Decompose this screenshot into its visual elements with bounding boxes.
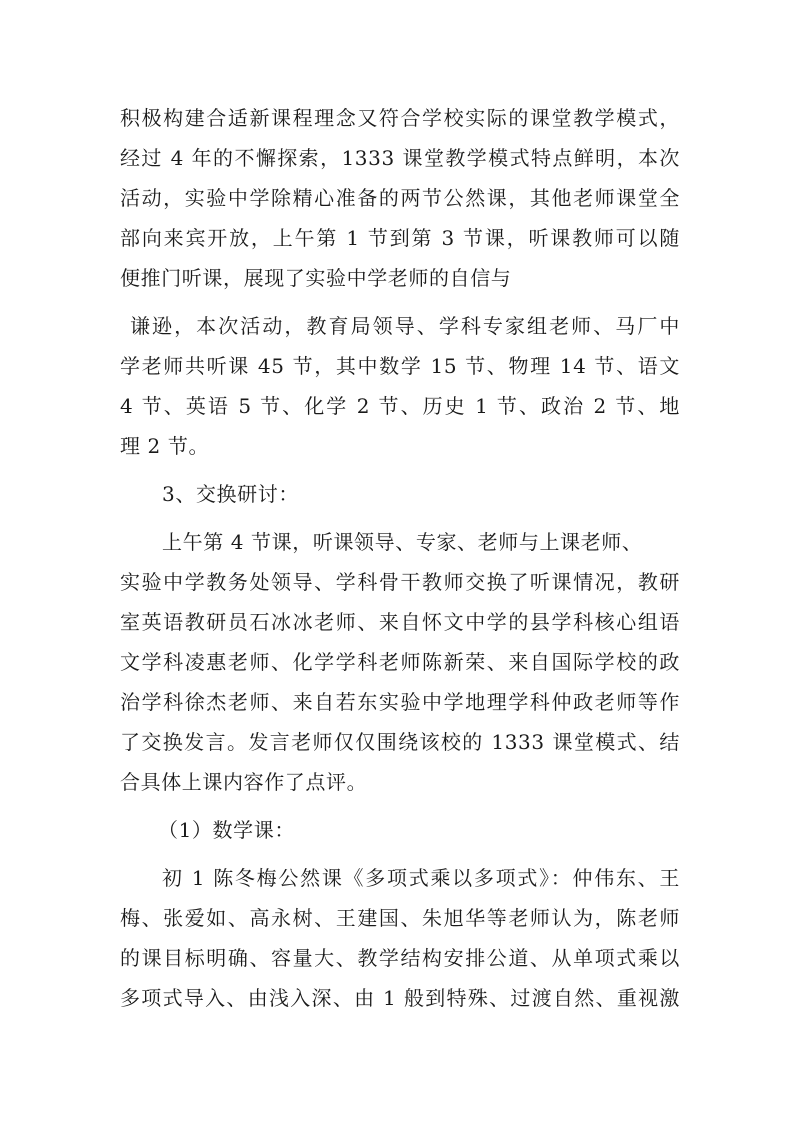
paragraph-line-8: 4 节、英语 5 节、化学 2 节、历史 1 节、政治 2 节、地 (120, 394, 680, 418)
paragraph-line-14: 文学科凌惠老师、化学学科老师陈新荣、来自国际学校的政 (120, 650, 680, 674)
section-heading-math: （1）数学课： (158, 818, 295, 842)
paragraph-line-15: 治学科徐杰老师、来自若东实验中学地理学科仲政老师等作 (120, 690, 680, 714)
paragraph-line-16: 了交换发言。发言老师仅仅围绕该校的 1333 课堂模式、结 (120, 730, 680, 754)
section-heading-exchange: 3、交换研讨： (162, 482, 299, 506)
paragraph-line-21: 的课目标明确、容量大、教学结构安排公道、从单项式乘以 (120, 946, 680, 970)
paragraph-line-5: 便推门听课，展现了实验中学老师的自信与 (120, 266, 512, 290)
paragraph-line-2: 经过 4 年的不懈探索，1333 课堂教学模式特点鲜明，本次 (120, 146, 680, 170)
paragraph-line-9: 理 2 节。 (120, 434, 210, 458)
paragraph-line-11: 上午第 4 节课，听课领导、专家、老师与上课老师、 (162, 530, 643, 554)
paragraph-line-19: 初 1 陈冬梅公然课《多项式乘以多项式》：仲伟东、王 (162, 866, 680, 890)
paragraph-line-13: 室英语教研员石冰冰老师、来自怀文中学的县学科核心组语 (120, 610, 680, 634)
paragraph-line-4: 部向来宾开放，上午第 1 节到第 3 节课，听课教师可以随 (120, 226, 680, 250)
paragraph-line-22: 多项式导入、由浅入深、由 1 般到特殊、过渡自然、重视激 (120, 986, 680, 1010)
paragraph-line-7: 学老师共听课 45 节，其中数学 15 节、物理 14 节、语文 (120, 354, 680, 378)
paragraph-line-3: 活动，实验中学除精心准备的两节公然课，其他老师课堂全 (120, 186, 680, 210)
paragraph-line-6: 谦逊，本次活动，教育局领导、学科专家组老师、马厂中 (130, 314, 680, 338)
paragraph-line-1: 积极构建合适新课程理念又符合学校实际的课堂教学模式， (120, 106, 680, 130)
paragraph-line-20: 梅、张爱如、高永树、王建国、朱旭华等老师认为，陈老师 (120, 906, 680, 930)
paragraph-line-12: 实验中学教务处领导、学科骨干教师交换了听课情况，教研 (120, 570, 680, 594)
paragraph-line-17: 合具体上课内容作了点评。 (120, 770, 368, 794)
